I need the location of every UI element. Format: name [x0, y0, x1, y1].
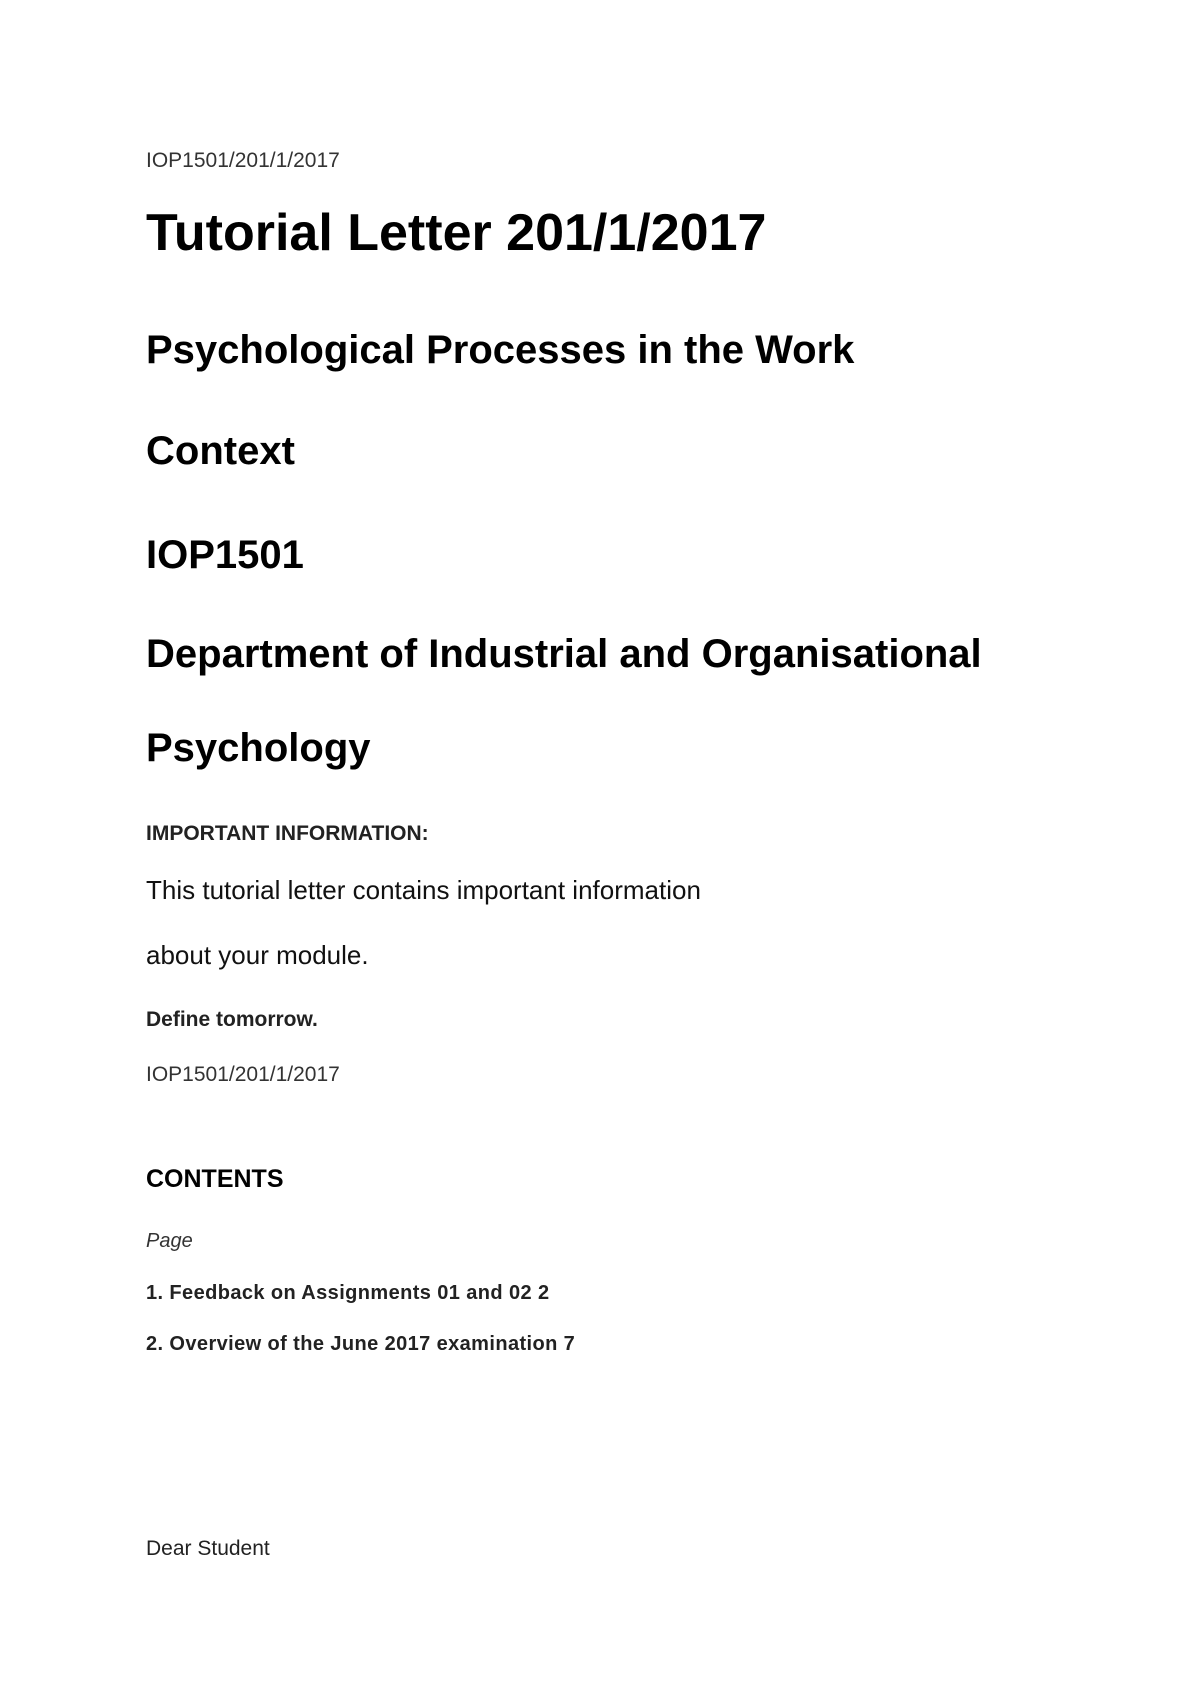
tagline: Define tomorrow.	[146, 1008, 318, 1031]
tutorial-letter-title: Tutorial Letter 201/1/2017	[146, 204, 767, 262]
department-line-1: Department of Industrial and Organisational	[146, 632, 982, 676]
toc-item-feedback: 1. Feedback on Assignments 01 and 02 2	[146, 1282, 550, 1304]
contents-heading: CONTENTS	[146, 1165, 284, 1193]
contents-page-label: Page	[146, 1230, 193, 1252]
module-name-line-2: Context	[146, 429, 295, 473]
notice-line-1: This tutorial letter contains important information	[146, 875, 701, 905]
module-name-line-1: Psychological Processes in the Work	[146, 328, 855, 372]
letter-greeting: Dear Student	[146, 1537, 270, 1560]
notice-line-2: about your module.	[146, 940, 369, 970]
important-information-label: IMPORTANT INFORMATION:	[146, 822, 429, 845]
department-line-2: Psychology	[146, 726, 371, 770]
toc-item-overview: 2. Overview of the June 2017 examination 7	[146, 1333, 576, 1355]
second-header-reference: IOP1501/201/1/2017	[146, 1063, 340, 1086]
module-code: IOP1501	[146, 533, 304, 577]
header-reference: IOP1501/201/1/2017	[146, 149, 340, 172]
